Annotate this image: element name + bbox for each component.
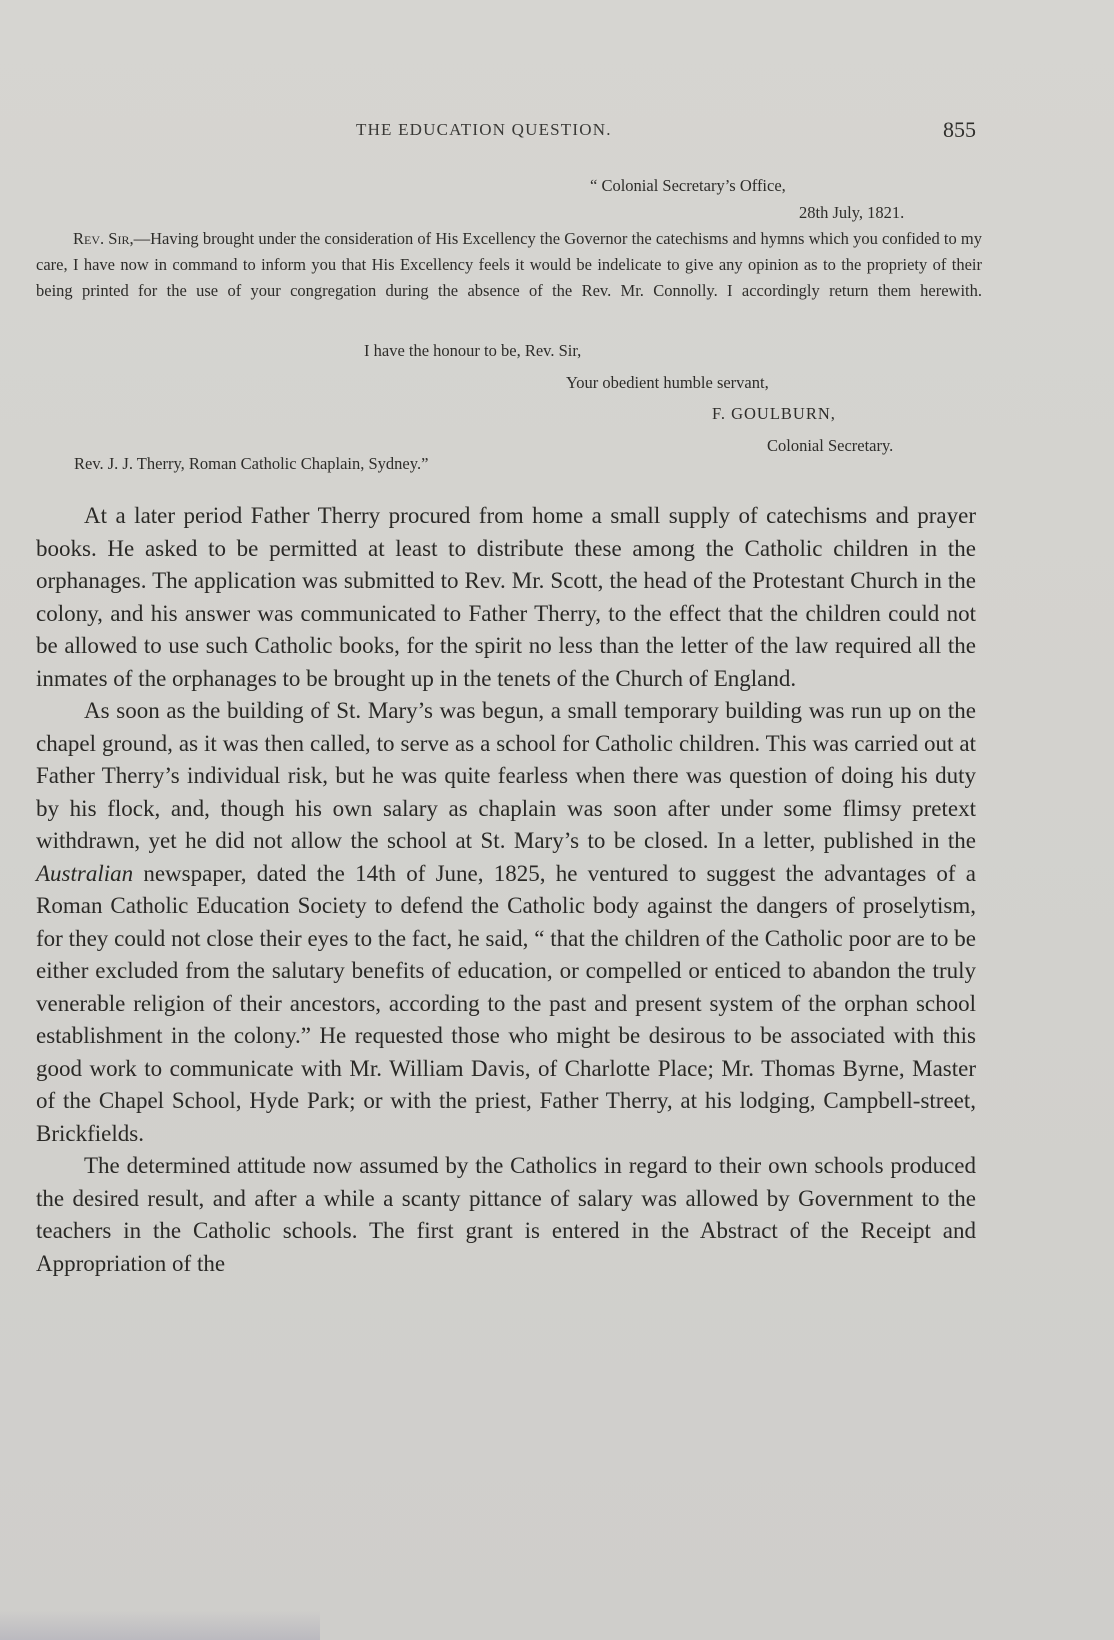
letter-salutation: Rev. Sir, — [73, 229, 134, 248]
letter-signature-title: Colonial Secretary. — [767, 436, 894, 455]
paragraph-3: The determined attitude now assumed by the Catholics in regard to their own schools produced the desired result, and after a while a scanty pittance of salary was allowed by Government to the teachers in the Catholic schools. The first grant is entered in the Abstract of the Receipt and Appropriation of the — [36, 1153, 976, 1276]
paragraph-2: As soon as the building of St. Mary’s was begun, a small temporary building was run up on the chapel ground, as it was then called, to serve as a school for Catholic children. This was carried out at Father Therry’s individual risk, but he was quite fearless when there was question of doing his duty by his flock, and, though his own salary as chaplain was soon after under some flimsy pretext withdrawn, yet he did not allow the school at St. Mary’s to be closed. In a letter, published in the Australian newspaper, dated the 14th of June, 1825, he ventured to suggest the advantages of a Roman Catholic Education Society to defend the Catholic body against the dangers of proselytism, for they could not close their eyes to the fact, he said, “ that the children of the Catholic poor are to be either excluded from the salutary benefits of education, or compelled or enticed to abandon the truly venerable religion of their ancestors, according to the past and present system of the orphan school establishment in the colony.” He requested those who might be desirous to be associated with this good work to communicate with Mr. William Davis, of Charlotte Place; Mr. Thomas Byrne, Master of the Chapel School, Hyde Park; or with the priest, Father Therry, at his lodging, Campbell-street, Brickfields. — [36, 698, 976, 1146]
scan-shadow — [0, 1610, 320, 1640]
letter-signature: F. GOULBURN, — [712, 404, 836, 423]
letter-closing-2: Your obedient humble servant, — [566, 373, 769, 392]
letter-text: —Having brought under the consideration of His Excellency the Governor the catechisms and hymns which you confided to my care, I have now in command to inform you that His Excellency feels it would be indelicate to give any opinion as to the propriety of their being printed for the use of your congregation during the absence of the Rev. Mr. Connolly. I accordingly return them herewith. — [36, 229, 982, 300]
letter-date: 28th July, 1821. — [799, 203, 905, 222]
letter-body — [36, 226, 982, 304]
letter-office: “ Colonial Secretary’s Office, — [590, 176, 786, 195]
main-text — [36, 500, 976, 1280]
paragraph-1: At a later period Father Therry procured from home a small supply of catechisms and prayer books. He asked to be permitted at least to distribute these among the Catholic children in the orphanages. The application was submitted to Rev. Mr. Scott, the head of the Protestant Church in the colony, and his answer was communicated to Father Therry, to the effect that the children could not be allowed to use such Catholic books, for the spirit no less than the letter of the law required all the inmates of the orphanages to be brought up in the tenets of the Church of England. — [36, 503, 976, 691]
letter-closing-1: I have the honour to be, Rev. Sir, — [364, 341, 582, 360]
newspaper-title: Australian — [36, 860, 134, 886]
page-number: 855 — [943, 117, 976, 142]
running-title: THE EDUCATION QUESTION. — [356, 120, 612, 139]
letter-addressee: Rev. J. J. Therry, Roman Catholic Chaplain, Sydney.” — [74, 454, 429, 473]
